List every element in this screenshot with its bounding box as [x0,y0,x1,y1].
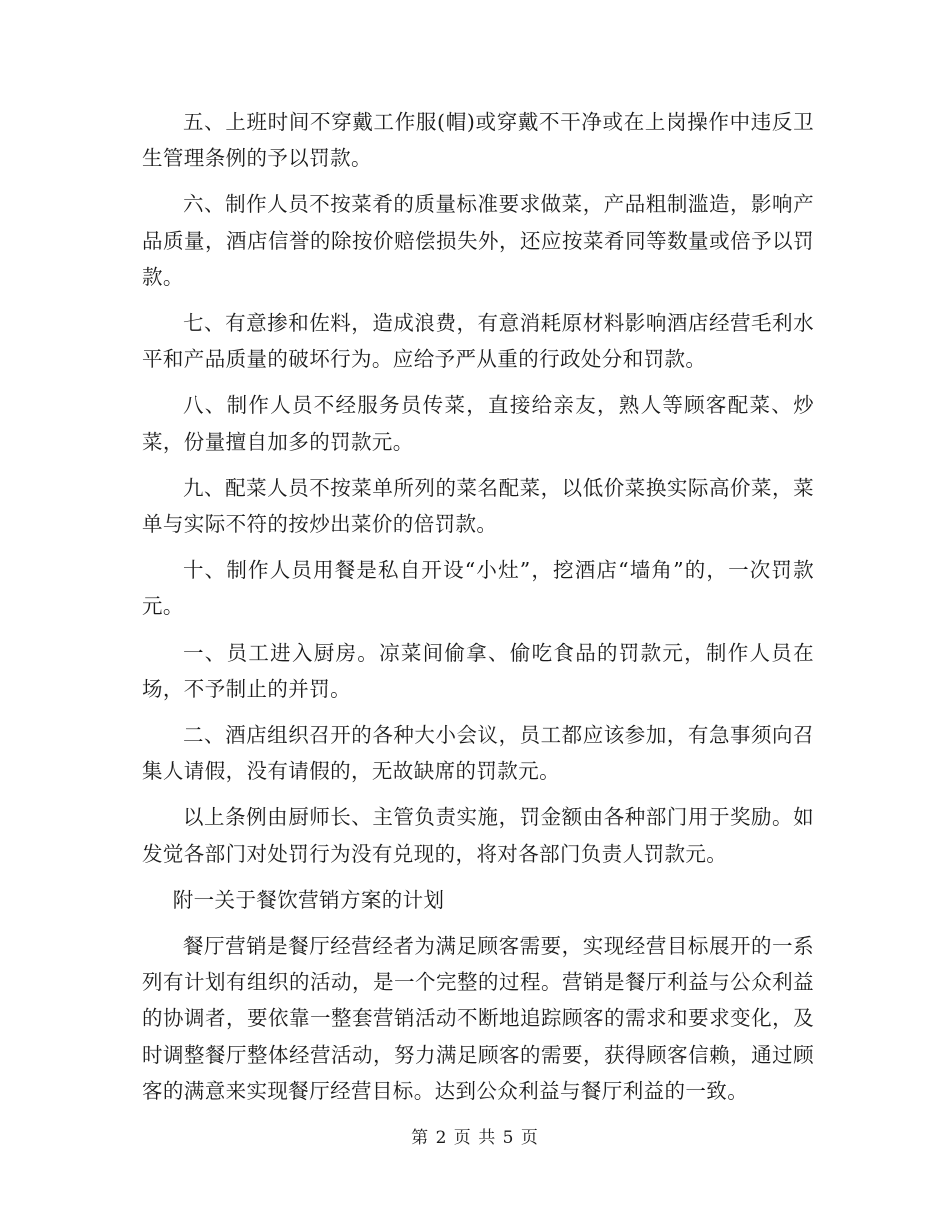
paragraph-marketing: 餐厅营销是餐厅经营经者为满足顾客需要，实现经营目标展开的一系列有计划有组织的活动，是一个完整的过程。营销是餐厅利益与公众利益的协调者，要依靠一整套营销活动不断地追踪顾客的需求和要求变化，及时调整餐厅整体经营活动，努力满足顾客的需要，获得顾客信赖，通过顾客的满意来实现餐厅经营目标。达到公众利益与餐厅利益的一致。 [142,934,814,1103]
paragraph-enforcement: 以上条例由厨师长、主管负责实施，罚金额由各种部门用于奖励。如发觉各部门对处罚行为没有兑现的，将对各部门负责人罚款元。 [142,805,814,866]
paragraph-rule-5: 五、上班时间不穿戴工作服(帽)或穿戴不干净或在上岗操作中违反卫生管理条例的予以罚款。 [142,110,814,171]
paragraph-rule-10: 十、制作人员用餐是私自开设“小灶”，挖酒店“墙角”的，一次罚款元。 [142,558,814,619]
appendix-title: 附一关于餐饮营销方案的计划 [172,887,445,912]
paragraph-rule-9: 九、配菜人员不按菜单所列的菜名配菜，以低价菜换实际高价菜，菜单与实际不符的按炒出菜价的倍罚款。 [142,475,814,537]
document-page [142,104,814,1109]
paragraph-rule-7: 七、有意掺和佐料，造成浪费，有意消耗原材料影响酒店经营毛利水平和产品质量的破坏行为。应给予严从重的行政处分和罚款。 [142,311,814,372]
paragraph-rule-6: 六、制作人员不按菜肴的质量标准要求做菜，产品粗制滥造，影响产品质量，酒店信誉的除按价赔偿损失外，还应按菜肴同等数量或倍予以罚款。 [142,192,814,289]
paragraph-rule-1: 一、员工进入厨房。凉菜间偷拿、偷吃食品的罚款元，制作人员在场，不予制止的并罚。 [142,640,814,701]
paragraph-rule-8: 八、制作人员不经服务员传菜，直接给亲友，熟人等顾客配菜、炒菜，份量擅自加多的罚款元。 [142,393,814,454]
paragraph-rule-2: 二、酒店组织召开的各种大小会议，员工都应该参加，有急事须向召集人请假，没有请假的，无故缺席的罚款元。 [142,723,814,784]
page-footer: 第 2 页 共 5 页 [411,1128,539,1148]
